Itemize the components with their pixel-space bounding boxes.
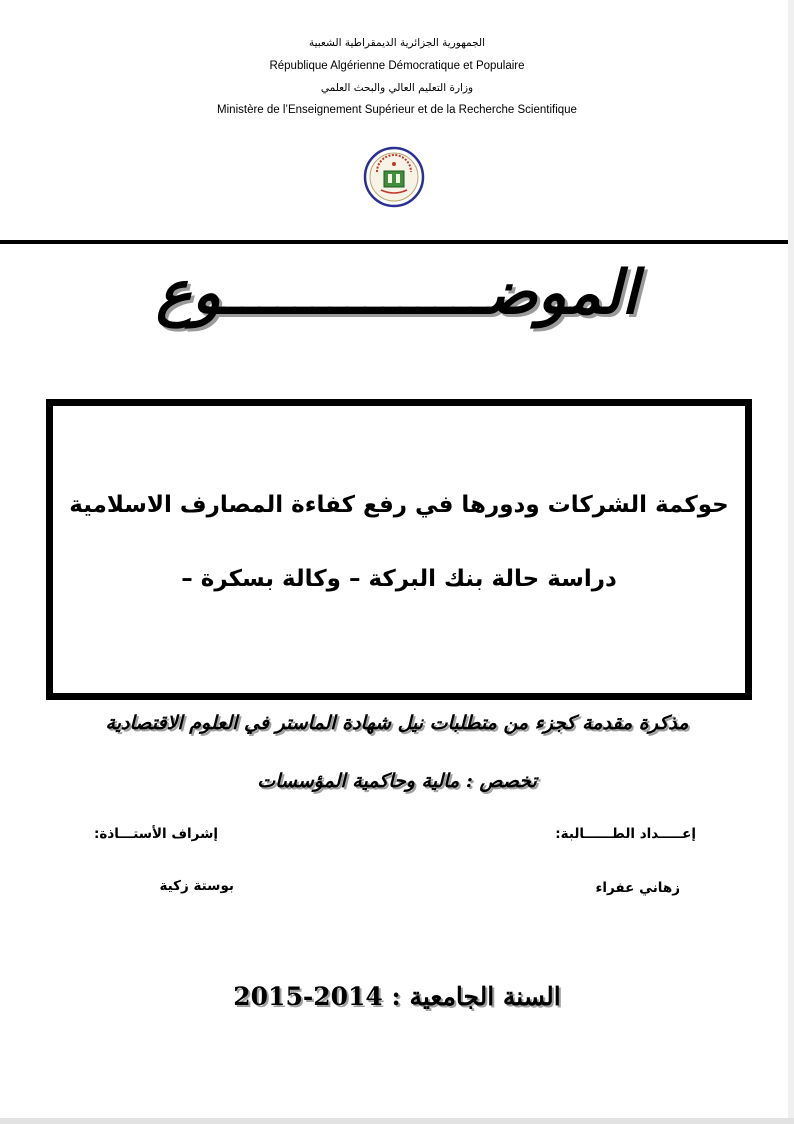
academic-year: السنة الجامعية : 2014-2015 xyxy=(233,982,561,1011)
thesis-title-box xyxy=(46,399,752,700)
student-label: إعـــــداد الطــــــالبة: xyxy=(555,826,696,842)
supervisor-label: إشراف الأستـــاذة: xyxy=(94,826,218,842)
header-divider xyxy=(0,240,794,244)
republic-arabic: الجمهورية الجزائرية الديمقراطية الشعبية xyxy=(308,37,486,49)
page-edge xyxy=(788,0,794,1124)
page-bottom-edge xyxy=(0,1118,794,1124)
memo-description: مذكرة مقدمة كجزء من متطلبات نيل شهادة الماستر في العلوم الاقتصادية xyxy=(105,712,689,734)
subject-heading: الموضـــــــــــــــوع xyxy=(155,258,639,328)
supervisor-name: بوستة زكية xyxy=(159,878,234,894)
ministry-french: Ministère de l’Enseignement Supérieur et de la Recherche Scientifique xyxy=(217,104,577,116)
thesis-title-line-2: دراسة حالة بنك البركة – وكالة بسكرة – xyxy=(181,566,617,592)
ministry-arabic: وزارة التعليم العالي والبحث العلمي xyxy=(320,82,474,94)
student-name: زهاني عفراء xyxy=(595,880,680,896)
university-emblem-icon xyxy=(363,146,425,208)
thesis-title-line-1: حوكمة الشركات ودورها في رفع كفاءة المصارف الاسلامية xyxy=(69,492,729,518)
republic-french: République Algérienne Démocratique et Populaire xyxy=(269,60,525,72)
specialization: تخصص : مالية وحاكمية المؤسسات xyxy=(257,770,537,792)
